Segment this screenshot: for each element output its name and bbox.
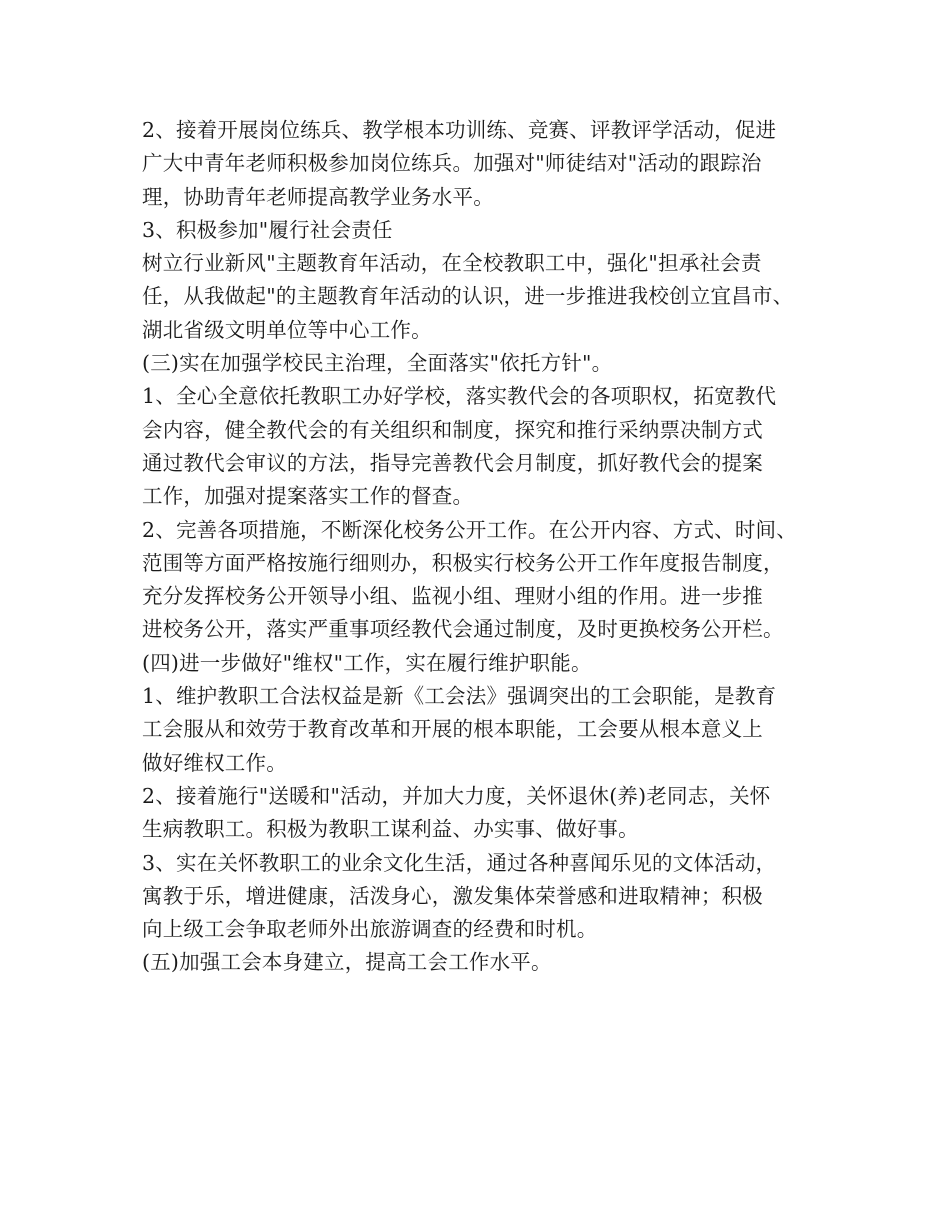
text-line: 通过教代会审议的方法，指导完善教代会月制度，抓好教代会的提案	[142, 450, 763, 475]
text-line: 范围等方面严格按施行细则办，积极实行校务公开工作年度报告制度，	[142, 550, 784, 575]
section-heading: (三)实在加强学校民主治理，全面落实"依托方针"。	[142, 351, 613, 376]
text-line: 理，协助青年老师提高教学业务水平。	[142, 184, 494, 209]
text-line: 进校务公开，落实严重事项经教代会通过制度，及时更换校务公开栏。	[142, 617, 784, 642]
text-line: 1、全心全意依托教职工办好学校，落实教代会的各项职权，拓宽教代	[142, 384, 777, 409]
section-heading: (五)加强工会本身建立，提高工会工作水平。	[142, 950, 552, 975]
text-line: 树立行业新风"主题教育年活动，在全校教职工中，强化"担承社会责	[142, 251, 762, 276]
text-line: 工会服从和效劳于教育改革和开展的根本职能，工会要从根本意义上	[142, 717, 763, 742]
text-line: 2、完善各项措施，不断深化校务公开工作。在公开内容、方式、时间、	[142, 517, 797, 542]
text-line: 广大中青年老师积极参加岗位练兵。加强对"师徒结对"活动的跟踪治	[142, 151, 762, 176]
text-line: 充分发挥校务公开领导小组、监视小组、理财小组的作用。进一步推	[142, 584, 763, 609]
text-line: 做好维权工作。	[142, 750, 287, 775]
text-line: 湖北省级文明单位等中心工作。	[142, 317, 432, 342]
text-line: 2、接着施行"送暖和"活动，并加大力度，关怀退休(养)老同志，关怀	[142, 783, 771, 808]
text-line: 生病教职工。积极为教职工谋利益、办实事、做好事。	[142, 817, 639, 842]
text-line: 1、维护教职工合法权益是新《工会法》强调突出的工会职能，是教育	[142, 684, 777, 709]
section-heading: (四)进一步做好"维权"工作，实在履行维护职能。	[142, 650, 592, 675]
text-line: 任，从我做起"的主题教育年活动的认识，进一步推进我校创立宜昌市、	[142, 284, 794, 309]
text-line: 工作，加强对提案落实工作的督查。	[142, 484, 474, 509]
text-line: 寓教于乐，增进健康，活泼身心，激发集体荣誉感和进取精神；积极	[142, 883, 763, 908]
document-body	[142, 114, 832, 980]
text-line: 2、接着开展岗位练兵、教学根本功训练、竞赛、评教评学活动，促进	[142, 118, 777, 142]
text-line: 3、实在关怀教职工的业余文化生活，通过各种喜闻乐见的文体活动，	[142, 850, 777, 875]
text-line: 会内容，健全教代会的有关组织和制度，探究和推行采纳票决制方式	[142, 417, 763, 442]
text-line: 3、积极参加"履行社会责任	[142, 217, 393, 242]
text-line: 向上级工会争取老师外出旅游调查的经费和时机。	[142, 917, 598, 942]
